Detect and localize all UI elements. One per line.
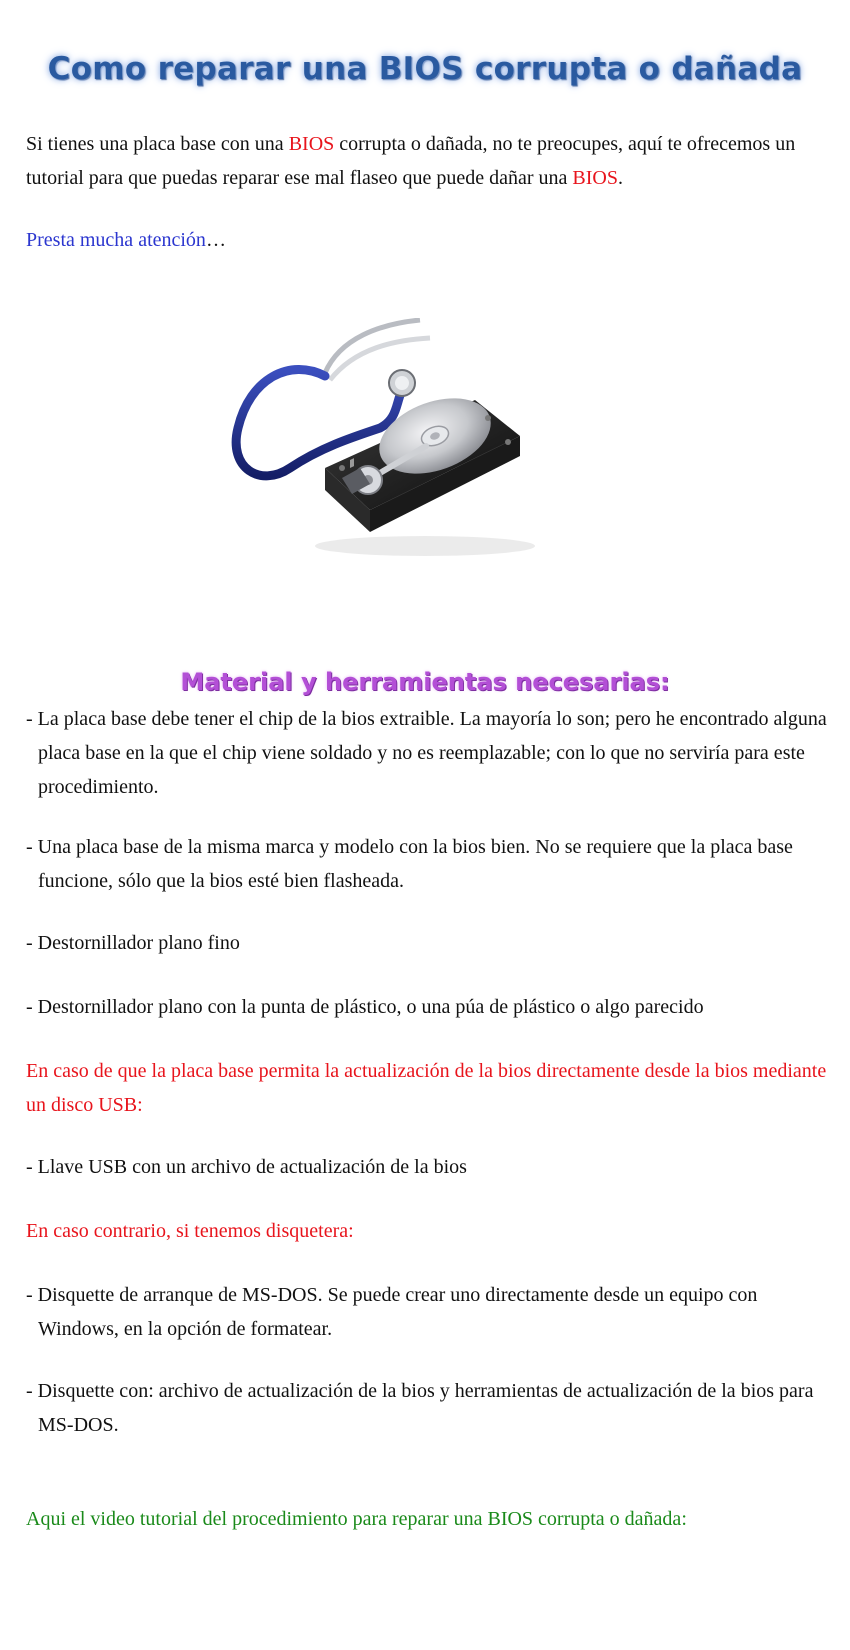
hard-drive-stethoscope-icon xyxy=(230,318,550,578)
list-item: - Destornillador plano fino xyxy=(26,932,240,954)
section-title: Material y herramientas necesarias: xyxy=(180,667,670,696)
page-title: Como reparar una BIOS corrupta o dañada xyxy=(47,50,803,87)
list-item: - Disquette de arranque de MS-DOS. Se puede crear uno directamente desde un equipo con Windows, en la opción de formatear. xyxy=(26,1284,758,1340)
attention-line xyxy=(26,223,841,257)
bios-highlight: BIOS xyxy=(572,167,618,189)
bios-highlight: BIOS xyxy=(288,133,335,155)
list-item: - Disquette con: archivo de actualización de la bios y herramientas de actualización de la bios para MS-DOS. xyxy=(26,1380,814,1436)
attention-ellipsis: … xyxy=(205,229,226,251)
intro-text: . xyxy=(617,167,623,189)
intro-text: corrupta o dañada, no te preocupes, aquí te ofrecemos un tutorial para que puedas reparar ese mal flaseo que puede dañar una xyxy=(26,133,796,189)
list-item: - La placa base debe tener el chip de la bios extraible. La mayoría lo son; pero he encontrado alguna placa base en la que el chip viene soldado y no es reemplazable; con lo que no serviría para este procedimiento. xyxy=(26,708,827,798)
intro-text: Si tienes una placa base con una xyxy=(26,133,289,155)
list-item: - Llave USB con un archivo de actualización de la bios xyxy=(26,1156,467,1178)
video-tutorial-line: Aqui el video tutorial del procedimiento para reparar una BIOS corrupta o dañada: xyxy=(26,1508,687,1530)
attention-text: Presta mucha atención xyxy=(26,229,206,251)
usb-case-heading: En caso de que la placa base permita la actualización de la bios directamente desde la bios mediante un disco USB: xyxy=(26,1060,827,1116)
floppy-case-heading: En caso contrario, si tenemos disquetera: xyxy=(26,1220,354,1242)
list-item: - Destornillador plano con la punta de plástico, o una púa de plástico o algo parecido xyxy=(26,996,704,1018)
list-item: - Una placa base de la misma marca y modelo con la bios bien. No se requiere que la placa base funcione, sólo que la bios esté bien flasheada. xyxy=(26,836,793,892)
intro-paragraph xyxy=(26,127,841,195)
